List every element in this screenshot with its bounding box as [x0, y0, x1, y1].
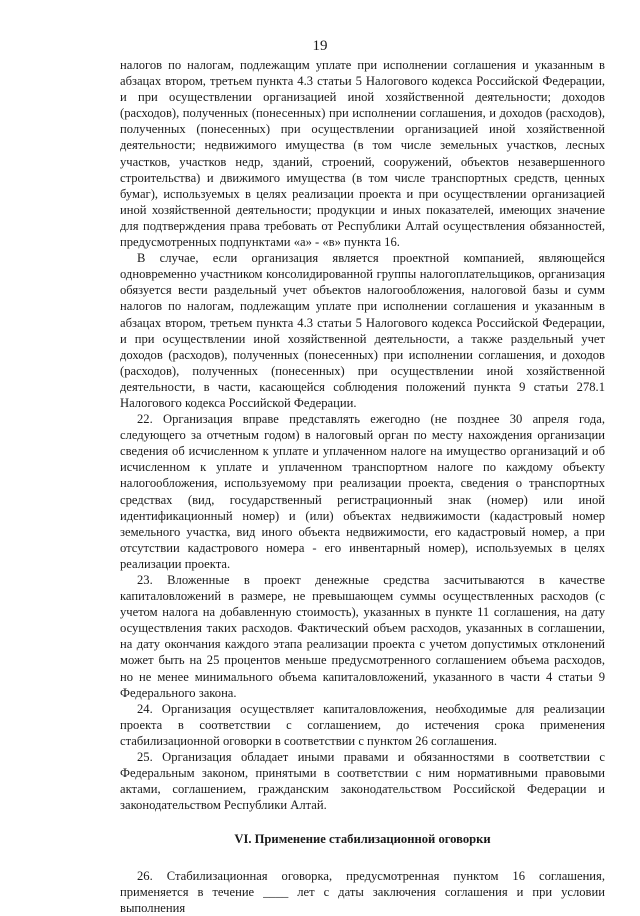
paragraph-23: 23. Вложенные в проект денежные средства засчитываются в качестве капиталовложений в размере, не превышающем суммы осуществленных расходов (с учетом налога на добавленную стоимость), указанных в пункте 11 соглашения, на дату осуществления таких расходов. Фактический объем расходов, указанных в соглашении, на дату окончания каждого этапа реализации проекта с учетом допустимых отклонений может быть на 25 процентов меньше предусмотренного соглашением объема расходов, но не менее минимального объема капиталовложений, указанного в части 4 статьи 9 Федерального закона. — [120, 573, 605, 700]
paragraph-22: 22. Организация вправе представлять ежегодно (не позднее 30 апреля года, следующего за отчетным годом) в налоговый орган по месту нахождения организации сведения об исчисленном к уплате и уплаченном налоге на имущество организаций и об исчисленном к уплате и уплаченном транспортном налоге по каждому объекту налогообложения, используемому при реализации проекта, сведения о транспортных средствах (вид, государственный регистрационный знак (номер) или иной идентификационный номер) и (или) объектах недвижимости (кадастровый номер земельного участка, вид иного объекта недвижимости, его кадастровый номер, а при отсутствии кадастрового номера - его инвентарный номер), используемых в целях реализации проекта. — [120, 412, 605, 571]
page-number: 19 — [312, 38, 328, 54]
paragraph-continuation: налогов по налогам, подлежащим уплате при исполнении соглашения и указанным в абзацах втором, третьем пункта 4.3 статьи 5 Налогового кодекса Российской Федерации, и при осуществлении организацией иной хозяйственной деятельности; доходов (расходов), полученных (понесенных) при исполнении соглашения, и доходов (расходов), полученных (понесенных) при осуществлении организацией иной хозяйственной деятельности; недвижимого имущества (в том числе земельных участков, лесных участков, участков недр, зданий, строений, сооружений, объектов незавершенного строительства) и движимого имущества (в том числе транспортных средств, ценных бумаг), используемых в целях реализации проекта и при осуществлении организацией иной хозяйственной деятельности; продукции и иных показателей, имеющих значение для подтверждения права требовать от Республики Алтай осуществления обязанностей, предусмотренных подпунктами «а» - «в» пункта 16. — [120, 58, 605, 250]
document-body — [120, 57, 605, 916]
paragraph-26: 26. Стабилизационная оговорка, предусмотренная пунктом 16 соглашения, применяется в течение ____ лет с даты заключения соглашения и при условии выполнения — [120, 868, 605, 915]
paragraph-consolidated-group: В случае, если организация является проектной компанией, являющейся одновременно участником консолидированной группы налогоплательщиков, организация обязуется вести раздельный учет объектов налогообложения, налоговой базы и сумм налогов по налогам, подлежащим уплате при исполнении соглашения и указанным в абзацах втором, третьем пункта 4.3 статьи 5 Налогового кодекса Российской Федерации, и при осуществлении иной хозяйственной деятельности, а также раздельный учет доходов (расходов), полученных (понесенных) при исполнении соглашения, и доходов (расходов), полученных (понесенных) при осуществлении иной хозяйственной деятельности, в части, касающейся соблюдения положений пункта 9 статьи 278.1 Налогового кодекса Российской Федерации. — [120, 251, 605, 410]
section-heading: VI. Применение стабилизационной оговорки — [234, 832, 491, 847]
paragraph-24: 24. Организация осуществляет капиталовложения, необходимые для реализации проекта в соответствии с соглашением, до истечения срока применения стабилизационной оговорки в соответствии с пунктом 26 соглашения. — [120, 701, 605, 748]
paragraph-25: 25. Организация обладает иными правами и обязанностями в соответствии с Федеральным законом, принятыми в соответствии с ним нормативными правовыми актами, соглашением, гражданским законодательством Российской Федерации и законодательством Республики Алтай. — [120, 750, 605, 813]
